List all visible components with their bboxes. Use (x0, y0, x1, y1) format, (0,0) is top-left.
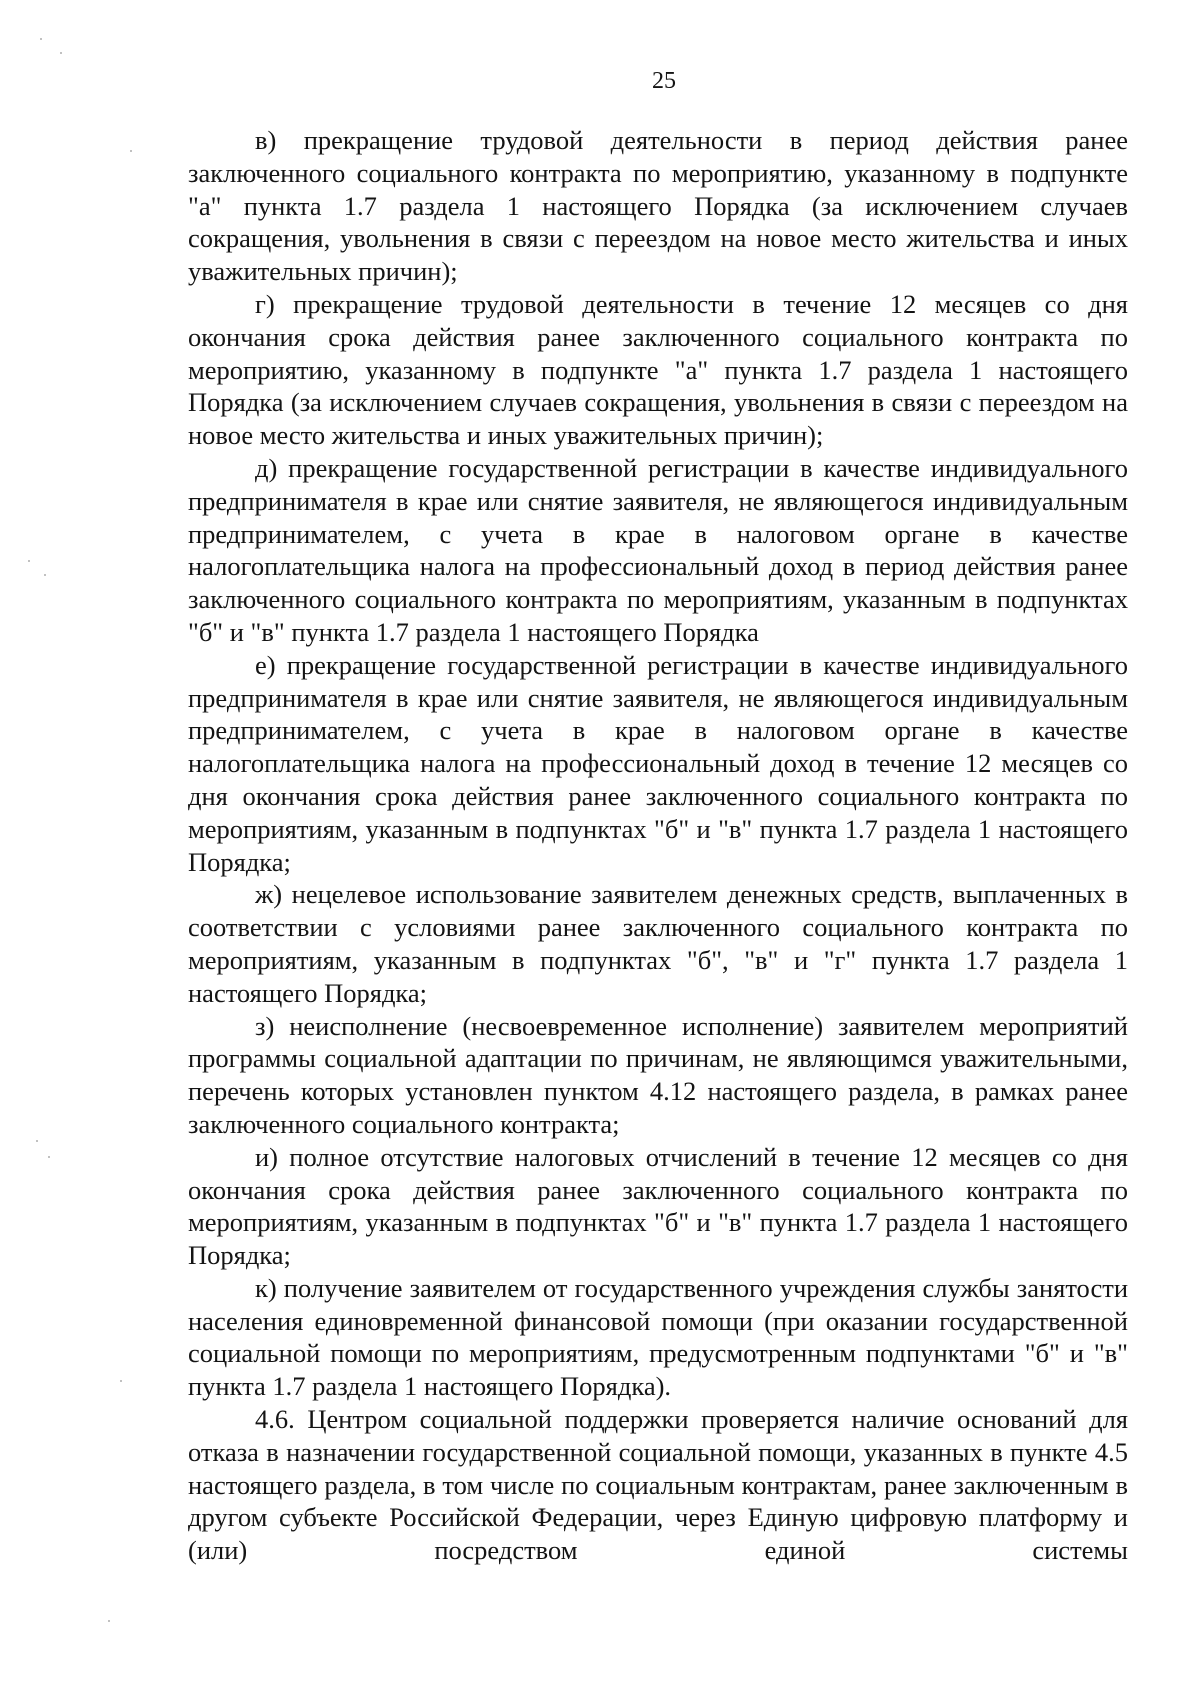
scan-artifact (120, 1380, 122, 1382)
paragraph-i: и) полное отсутствие налоговых отчислений в течение 12 месяцев со дня окончания срока действия ранее заключенного социального контракта по мероприятиям, указанным в подпунктах "б" и "в" пункта 1.7 раздела 1 настоящего Порядка; (188, 1141, 1128, 1271)
scan-artifact (130, 150, 132, 152)
paragraph-z: з) неисполнение (несвоевременное исполнение) заявителем мероприятий программы социальной адаптации по причинам, не являющимся уважительными, перечень которых установлен пунктом 4.12 настоящего раздела, в рамках ранее заключенного социального контракта; (188, 1010, 1128, 1139)
scan-artifact (108, 1620, 110, 1622)
paragraph-g: г) прекращение трудовой деятельности в течение 12 месяцев со дня окончания срока действия ранее заключенного социального контракта по мероприятию, указанному в подпункте "а" пункта 1.7 раздела 1 настоящего Порядка (за исключением случаев сокращения, увольнения в связи с переездом на новое место жительства и иных уважительных причин); (188, 288, 1128, 451)
scan-artifact (40, 38, 42, 40)
document-body (188, 124, 1128, 1567)
scan-artifact (28, 560, 30, 562)
scan-artifact (60, 52, 62, 54)
scan-artifact (36, 1140, 38, 1142)
paragraph-e: е) прекращение государственной регистрации в качестве индивидуального предпринимателя в крае или снятие заявителя, не являющегося индивидуальным предпринимателем, с учета в крае в налоговом органе в качестве налогоплательщика налога на профессиональный доход в течение 12 месяцев со дня окончания срока действия ранее заключенного социального контракта по мероприятиям, указанным в подпунктах "б" и "в" пункта 1.7 раздела 1 настоящего Порядка; (188, 649, 1128, 877)
paragraph-k: к) получение заявителем от государственного учреждения службы занятости населения единовременной финансовой помощи (при оказании государственной социальной помощи по мероприятиям, предусмотренным подпунктами "б" и "в" пункта 1.7 раздела 1 настоящего Порядка). (188, 1272, 1128, 1402)
paragraph-v: в) прекращение трудовой деятельности в период действия ранее заключенного социального контракта по мероприятию, указанному в подпункте "а" пункта 1.7 раздела 1 настоящего Порядка (за исключением случаев сокращения, увольнения в связи с переездом на новое место жительства и иных уважительных причин); (188, 125, 1128, 287)
paragraph-d: д) прекращение государственной регистрации в качестве индивидуального предпринимателя в крае или снятие заявителя, не являющегося индивидуальным предпринимателем, с учета в крае в налоговом органе в качестве налогоплательщика налога на профессиональный доход в период действия ранее заключенного социального контракта по мероприятиям, указанным в подпунктах "б" и "в" пункта 1.7 раздела 1 настоящего Порядка (188, 452, 1128, 647)
scan-artifact (48, 1156, 50, 1158)
scan-artifact (44, 574, 46, 576)
paragraph-4-6: 4.6. Центром социальной поддержки проверяется наличие оснований для отказа в назначении государственной социальной помощи, указанных в пункте 4.5 настоящего раздела, в том числе по социальным контрактам, ранее заключенным в другом субъекте Российской Федерации, через Единую цифровую платформу и (или) посредством единой системы (188, 1404, 1128, 1566)
paragraph-zh: ж) нецелевое использование заявителем денежных средств, выплаченных в соответствии с условиями ранее заключенного социального контракта по мероприятиям, указанным в подпунктах "б", "в" и "г" пункта 1.7 раздела 1 настоящего Порядка; (188, 879, 1128, 1008)
page-number: 25 (652, 68, 676, 94)
